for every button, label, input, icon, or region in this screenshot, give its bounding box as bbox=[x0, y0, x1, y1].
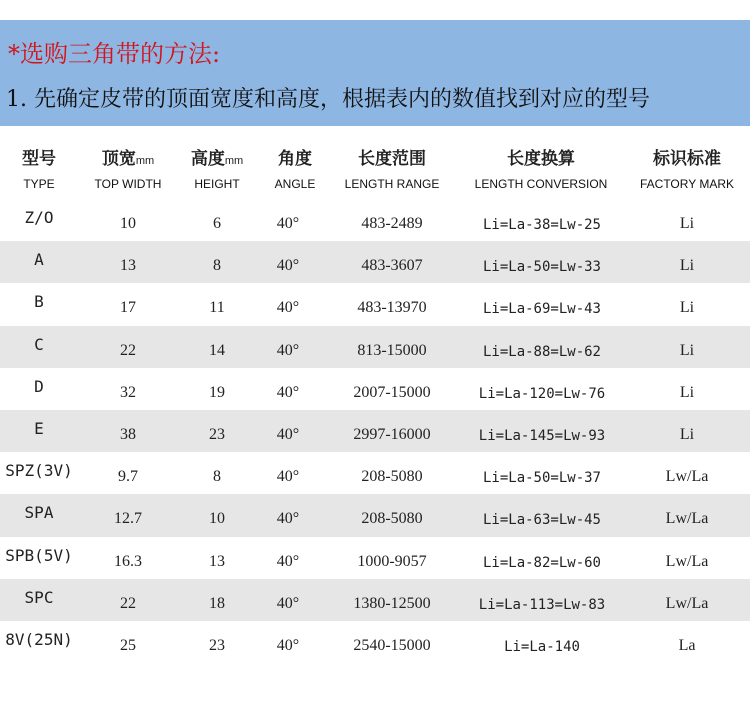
column-header-angle bbox=[262, 131, 328, 197]
cell-height-text: 19 bbox=[209, 383, 225, 401]
cell-type bbox=[0, 241, 78, 283]
cell-top-width-text: 17 bbox=[120, 299, 136, 317]
cell-factory-mark-text: Lw/La bbox=[665, 468, 709, 486]
cell-height bbox=[175, 621, 259, 663]
cell-angle bbox=[262, 621, 314, 663]
cell-type-text: SPA bbox=[24, 503, 54, 523]
cell-type-text: 8V(25N) bbox=[5, 629, 73, 649]
cell-length-range bbox=[328, 199, 456, 241]
cell-height bbox=[175, 326, 259, 368]
cell-type-text: A bbox=[34, 250, 44, 270]
cell-length-conversion bbox=[462, 410, 622, 452]
instruction-text: 1. 先确定皮带的顶面宽度和高度，根据表内的数值找到对应的型号 bbox=[6, 87, 650, 112]
table-row bbox=[0, 452, 750, 494]
cell-height-text: 23 bbox=[209, 425, 225, 443]
cell-top-width bbox=[84, 410, 172, 452]
table-row bbox=[0, 241, 750, 283]
cell-height-text: 13 bbox=[209, 552, 225, 570]
cell-height-text: 8 bbox=[213, 468, 221, 486]
cell-top-width-text: 9.7 bbox=[118, 468, 138, 486]
cell-height bbox=[175, 537, 259, 579]
column-header-en: LENGTH RANGE bbox=[344, 177, 440, 191]
cell-factory-mark bbox=[628, 621, 746, 663]
cell-factory-mark bbox=[628, 452, 746, 494]
table-row bbox=[0, 368, 750, 410]
cell-type-text: SPB(5V) bbox=[5, 545, 73, 565]
cell-height bbox=[175, 199, 259, 241]
cell-angle bbox=[262, 579, 314, 621]
cell-type bbox=[0, 621, 78, 663]
cell-factory-mark bbox=[628, 579, 746, 621]
cell-angle-text: 40° bbox=[276, 341, 300, 359]
column-header-zh: 高度 bbox=[190, 149, 225, 169]
cell-factory-mark bbox=[628, 241, 746, 283]
cell-factory-mark-text: Li bbox=[679, 299, 695, 317]
cell-factory-mark bbox=[628, 537, 746, 579]
cell-angle bbox=[262, 452, 314, 494]
cell-top-width bbox=[84, 494, 172, 536]
cell-length-range-text: 2540-15000 bbox=[353, 636, 431, 654]
cell-length-range bbox=[328, 241, 456, 283]
cell-top-width bbox=[84, 241, 172, 283]
cell-height-text: 18 bbox=[209, 594, 225, 612]
cell-factory-mark bbox=[628, 494, 746, 536]
table-row bbox=[0, 326, 750, 368]
column-header-en: LENGTH CONVERSION bbox=[474, 177, 608, 191]
cell-factory-mark-text: Li bbox=[679, 425, 695, 443]
column-header-unit: mm bbox=[224, 155, 244, 167]
cell-type bbox=[0, 579, 78, 621]
cell-length-conversion-text: Li=La-50=Lw-37 bbox=[482, 470, 601, 487]
column-header-en: FACTORY MARK bbox=[639, 177, 735, 191]
cell-angle-text: 40° bbox=[276, 510, 300, 528]
cell-length-range bbox=[328, 368, 456, 410]
column-header-unit: mm bbox=[135, 155, 155, 167]
cell-factory-mark-text: Li bbox=[679, 257, 695, 275]
cell-angle-text: 40° bbox=[276, 383, 300, 401]
cell-length-conversion-text: Li=La-63=Lw-45 bbox=[482, 512, 601, 529]
cell-top-width-text: 22 bbox=[120, 341, 136, 359]
cell-type-text: C bbox=[34, 334, 44, 354]
table-row bbox=[0, 537, 750, 579]
cell-length-range bbox=[328, 452, 456, 494]
cell-height-text: 6 bbox=[213, 215, 221, 232]
cell-length-range bbox=[328, 326, 456, 368]
cell-factory-mark-text: Li bbox=[679, 383, 695, 401]
cell-angle-text: 40° bbox=[276, 552, 300, 570]
cell-type bbox=[0, 537, 78, 579]
cell-top-width-text: 12.7 bbox=[114, 510, 142, 528]
cell-length-conversion bbox=[462, 494, 622, 536]
cell-length-range-text: 208-5080 bbox=[361, 468, 423, 486]
cell-length-range bbox=[328, 621, 456, 663]
cell-top-width-text: 38 bbox=[120, 425, 136, 443]
cell-top-width bbox=[84, 326, 172, 368]
table-row bbox=[0, 199, 750, 241]
cell-factory-mark-text: Lw/La bbox=[665, 594, 709, 612]
cell-top-width bbox=[84, 199, 172, 241]
cell-factory-mark bbox=[628, 326, 746, 368]
column-header-zh: 型号 bbox=[22, 149, 56, 169]
cell-length-range bbox=[328, 283, 456, 325]
cell-top-width-text: 16.3 bbox=[114, 552, 142, 570]
cell-length-conversion-text: Li=La-88=Lw-62 bbox=[482, 343, 601, 360]
header-banner bbox=[0, 20, 750, 126]
cell-angle-text: 40° bbox=[276, 299, 300, 317]
cell-top-width-text: 25 bbox=[120, 636, 136, 654]
cell-length-range-text: 2007-15000 bbox=[353, 383, 431, 401]
cell-length-range-text: 483-2489 bbox=[361, 215, 423, 232]
column-header-top-width bbox=[84, 131, 172, 197]
column-header-height bbox=[175, 131, 259, 197]
cell-length-conversion-text: Li=La-145=Lw-93 bbox=[478, 427, 606, 444]
column-header-length-conversion bbox=[456, 131, 626, 197]
cell-length-range-text: 483-13970 bbox=[357, 299, 427, 317]
cell-angle bbox=[262, 326, 314, 368]
cell-angle-text: 40° bbox=[276, 636, 300, 654]
cell-type-text: E bbox=[34, 418, 44, 438]
cell-top-width bbox=[84, 283, 172, 325]
column-header-en: HEIGHT bbox=[194, 177, 240, 191]
cell-length-range bbox=[328, 494, 456, 536]
cell-height bbox=[175, 579, 259, 621]
cell-top-width-text: 22 bbox=[120, 594, 136, 612]
cell-type-text: SPZ(3V) bbox=[5, 461, 73, 481]
cell-angle-text: 40° bbox=[276, 425, 300, 443]
cell-length-conversion bbox=[462, 368, 622, 410]
cell-height bbox=[175, 368, 259, 410]
column-header-type bbox=[0, 131, 78, 197]
column-header-en: TYPE bbox=[23, 177, 55, 191]
column-header-factory-mark bbox=[628, 131, 746, 197]
cell-factory-mark-text: Lw/La bbox=[665, 552, 709, 570]
cell-length-conversion-text: Li=La-38=Lw-25 bbox=[482, 217, 601, 233]
cell-height-text: 11 bbox=[209, 299, 225, 317]
table-header bbox=[0, 131, 750, 197]
column-header-zh: 角度 bbox=[278, 149, 312, 169]
cell-type bbox=[0, 283, 78, 325]
cell-length-conversion bbox=[462, 452, 622, 494]
cell-top-width bbox=[84, 452, 172, 494]
cell-top-width-text: 10 bbox=[120, 215, 136, 232]
cell-top-width-text: 32 bbox=[120, 383, 136, 401]
cell-length-conversion bbox=[462, 326, 622, 368]
table-row bbox=[0, 579, 750, 621]
cell-factory-mark bbox=[628, 283, 746, 325]
cell-length-conversion-text: Li=La-69=Lw-43 bbox=[482, 301, 601, 318]
cell-top-width bbox=[84, 537, 172, 579]
cell-length-conversion bbox=[462, 579, 622, 621]
cell-factory-mark bbox=[628, 368, 746, 410]
cell-type bbox=[0, 452, 78, 494]
cell-length-conversion-text: Li=La-50=Lw-33 bbox=[482, 259, 601, 276]
cell-top-width bbox=[84, 579, 172, 621]
cell-length-conversion-text: Li=La-140 bbox=[504, 638, 580, 655]
cell-length-conversion-text: Li=La-113=Lw-83 bbox=[478, 596, 606, 613]
cell-factory-mark-text: Li bbox=[679, 215, 695, 232]
column-header-zh: 标识标准 bbox=[653, 149, 721, 169]
cell-type-text: B bbox=[34, 292, 44, 312]
cell-type bbox=[0, 326, 78, 368]
column-header-zh: 长度范围 bbox=[358, 149, 426, 169]
cell-factory-mark-text: Li bbox=[679, 341, 695, 359]
cell-type bbox=[0, 368, 78, 410]
cell-type bbox=[0, 494, 78, 536]
table-row bbox=[0, 621, 750, 663]
cell-angle-text: 40° bbox=[276, 257, 300, 275]
cell-angle bbox=[262, 368, 314, 410]
table-row bbox=[0, 283, 750, 325]
column-header-en: ANGLE bbox=[274, 177, 316, 191]
cell-length-conversion bbox=[462, 621, 622, 663]
cell-height-text: 14 bbox=[209, 341, 225, 359]
cell-factory-mark-text: Lw/La bbox=[665, 510, 709, 528]
cell-factory-mark bbox=[628, 410, 746, 452]
cell-angle bbox=[262, 537, 314, 579]
belt-table-body bbox=[0, 199, 750, 663]
cell-length-range-text: 813-15000 bbox=[357, 341, 427, 359]
cell-factory-mark-text: La bbox=[678, 636, 696, 654]
cell-height bbox=[175, 452, 259, 494]
cell-angle-text: 40° bbox=[276, 468, 300, 486]
cell-angle bbox=[262, 283, 314, 325]
cell-type-text: Z/O bbox=[24, 208, 54, 227]
cell-length-conversion bbox=[462, 241, 622, 283]
table-row bbox=[0, 494, 750, 536]
cell-length-range-text: 1000-9057 bbox=[357, 552, 427, 570]
cell-angle bbox=[262, 494, 314, 536]
column-header-en: TOP WIDTH bbox=[94, 177, 162, 191]
cell-length-conversion bbox=[462, 537, 622, 579]
cell-angle bbox=[262, 241, 314, 283]
cell-angle-text: 40° bbox=[276, 594, 300, 612]
cell-factory-mark bbox=[628, 199, 746, 241]
cell-height-text: 8 bbox=[213, 257, 221, 275]
cell-length-range bbox=[328, 537, 456, 579]
cell-angle bbox=[262, 410, 314, 452]
cell-length-conversion bbox=[462, 199, 622, 241]
column-header-zh: 顶宽 bbox=[101, 149, 136, 169]
cell-top-width-text: 13 bbox=[120, 257, 136, 275]
cell-angle-text: 40° bbox=[276, 215, 300, 232]
cell-type-text: SPC bbox=[24, 587, 54, 607]
cell-length-range-text: 1380-12500 bbox=[353, 594, 431, 612]
cell-top-width bbox=[84, 621, 172, 663]
cell-type bbox=[0, 410, 78, 452]
cell-type bbox=[0, 199, 78, 241]
cell-height-text: 10 bbox=[209, 510, 225, 528]
cell-length-range bbox=[328, 579, 456, 621]
cell-height bbox=[175, 241, 259, 283]
column-header-length-range bbox=[330, 131, 454, 197]
cell-height bbox=[175, 283, 259, 325]
cell-length-range-text: 208-5080 bbox=[361, 510, 423, 528]
cell-length-range bbox=[328, 410, 456, 452]
cell-height bbox=[175, 410, 259, 452]
cell-length-range-text: 483-3607 bbox=[361, 257, 423, 275]
cell-length-conversion-text: Li=La-82=Lw-60 bbox=[482, 554, 601, 571]
cell-length-conversion bbox=[462, 283, 622, 325]
cell-angle bbox=[262, 199, 314, 241]
page-title: *选购三角带的方法: bbox=[8, 40, 221, 68]
cell-height-text: 23 bbox=[209, 636, 225, 654]
column-header-zh: 长度换算 bbox=[507, 149, 575, 169]
cell-type-text: D bbox=[34, 376, 44, 396]
table-row bbox=[0, 410, 750, 452]
cell-height bbox=[175, 494, 259, 536]
cell-length-conversion-text: Li=La-120=Lw-76 bbox=[478, 385, 606, 402]
cell-top-width bbox=[84, 368, 172, 410]
cell-length-range-text: 2997-16000 bbox=[353, 425, 431, 443]
